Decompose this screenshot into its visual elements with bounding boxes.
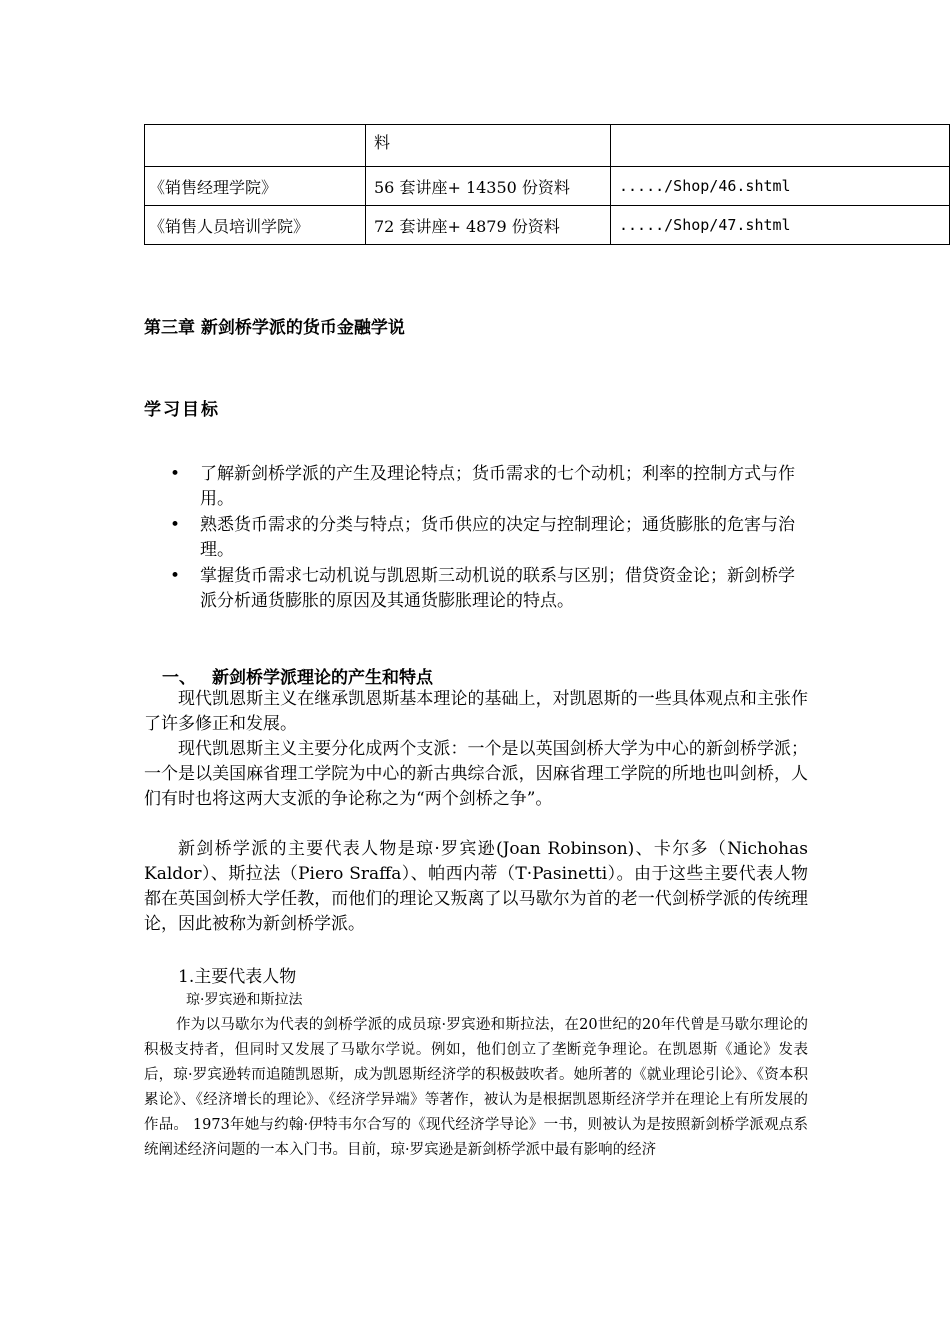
goals-title: 学习目标 bbox=[144, 400, 220, 420]
objectives-list bbox=[170, 462, 806, 615]
paragraph: 作为以马歇尔为代表的剑桥学派的成员琼·罗宾逊和斯拉法，在20世纪的20年代曾是马歇尔理论的积极支持者，但同时又发展了马歇尔学说。例如，他们创立了垄断竞争理论。在凯恩斯《通论》发表后，琼·罗宾逊转而追随凯恩斯，成为凯恩斯经济学的积极鼓吹者。她所著的《就业理论引论》、《资本积累论》、《经济增长的理论》、《经济学异端》等著作，被认为是根据凯恩斯经济学并在理论上有所发展的作品。 1973年她与约翰·伊特韦尔合写的《现代经济学导论》一书，则被认为是按照新剑桥学派观点系统阐述经济问题的一本入门书。目前，琼·罗宾逊是新剑桥学派中最有影响的经济 bbox=[144, 1017, 808, 1158]
table-row bbox=[145, 206, 950, 245]
table-cell: 料 bbox=[366, 125, 611, 167]
objective-text: 掌握货币需求七动机说与凯恩斯三动机说的联系与区别；借贷资金论；新剑桥学派分析通货膨胀的原因及其通货膨胀理论的特点。 bbox=[200, 566, 795, 611]
bullet-icon: • bbox=[170, 566, 181, 586]
subsection-title: 1.主要代表人物 bbox=[178, 967, 297, 987]
bullet-icon: • bbox=[170, 464, 181, 484]
table-cell-link: ...../Shop/47.shtml bbox=[611, 206, 950, 245]
list-item bbox=[170, 513, 806, 563]
subsection-subtitle: 琼·罗宾逊和斯拉法 bbox=[186, 992, 303, 1008]
table-cell-link: ...../Shop/46.shtml bbox=[611, 167, 950, 206]
list-item bbox=[170, 564, 806, 614]
table-cell: 56 套讲座+ 14350 份资料 bbox=[366, 167, 611, 206]
table-cell: 72 套讲座+ 4879 份资料 bbox=[366, 206, 611, 245]
section-number: 一、 bbox=[162, 668, 196, 688]
table-cell bbox=[611, 125, 950, 167]
section-title: 新剑桥学派理论的产生和特点 bbox=[212, 668, 433, 688]
table-cell bbox=[145, 125, 366, 167]
bullet-icon: • bbox=[170, 515, 181, 535]
objective-text: 熟悉货币需求的分类与特点；货币供应的决定与控制理论；通货膨胀的危害与治理。 bbox=[200, 515, 795, 560]
list-item bbox=[170, 462, 806, 512]
chapter-title: 第三章 新剑桥学派的货币金融学说 bbox=[144, 318, 405, 338]
objective-text: 了解新剑桥学派的产生及理论特点；货币需求的七个动机；利率的控制方式与作用。 bbox=[200, 464, 795, 509]
paragraph: 现代凯恩斯主义主要分化成两个支派：一个是以英国剑桥大学为中心的新剑桥学派；一个是以美国麻省理工学院为中心的新古典综合派，因麻省理工学院的所地也叫剑桥，人们有时也将这两大支派的争论称之为“两个剑桥之争”。 bbox=[144, 739, 808, 809]
table-cell: 《销售经理学院》 bbox=[145, 167, 366, 206]
section-heading bbox=[162, 663, 433, 688]
table-row bbox=[145, 125, 950, 167]
resource-table bbox=[144, 124, 950, 245]
table-row bbox=[145, 167, 950, 206]
paragraph: 新剑桥学派的主要代表人物是琼·罗宾逊(Joan Robinson)、卡尔多（Nichohas Kaldor）、斯拉法（Piero Sraffa）、帕西内蒂（T·Pasinetti）。由于这些主要代表人物都在英国剑桥大学任教，而他们的理论又叛离了以马歇尔为首的老一代剑桥学派的传统理论，因此被称为新剑桥学派。 bbox=[144, 839, 808, 934]
table-cell: 《销售人员培训学院》 bbox=[145, 206, 366, 245]
paragraph: 现代凯恩斯主义在继承凯恩斯基本理论的基础上，对凯恩斯的一些具体观点和主张作了许多修正和发展。 bbox=[144, 689, 808, 734]
